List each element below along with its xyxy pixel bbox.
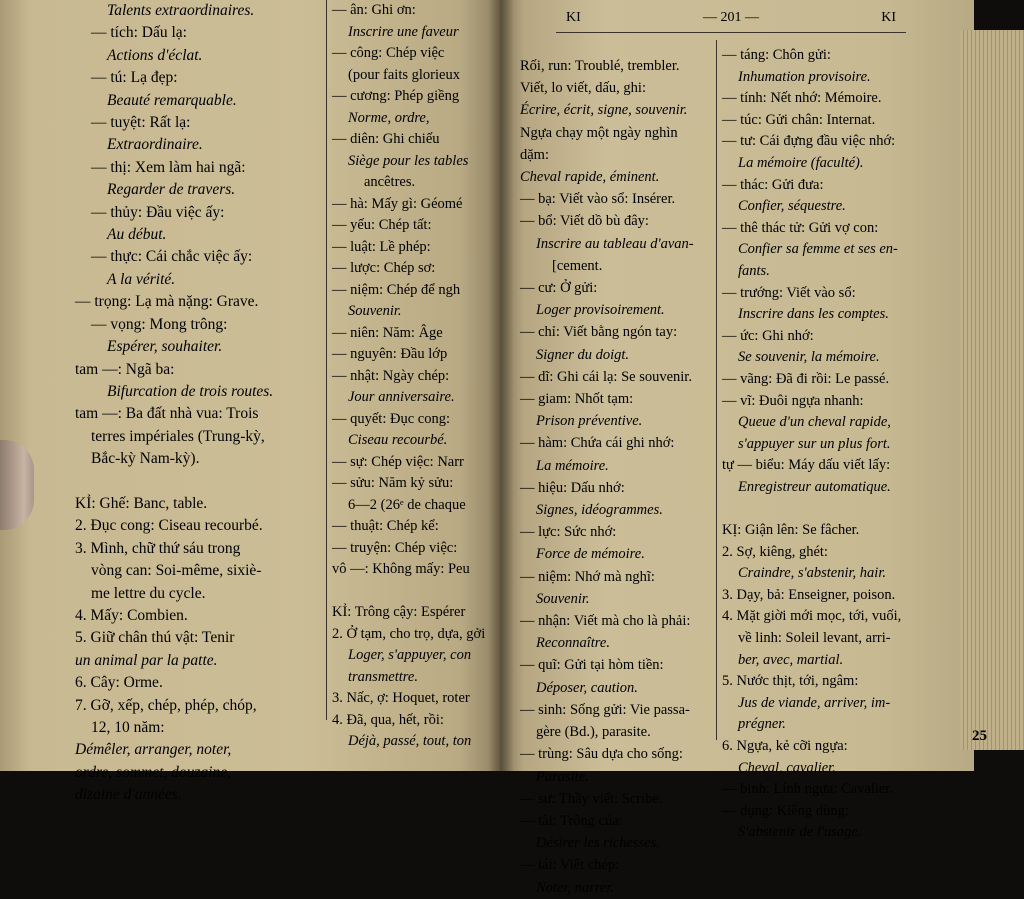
entry-line: 6. Ngựa, kẻ cỡi ngựa: [722,738,848,754]
entry-line: Craindre, s'abstenir, hair. [738,565,886,582]
column-d [722,45,962,844]
entry-line: dặm: [520,146,549,163]
entry-line: La mémoire. [536,457,609,474]
entry-line: transmettre. [348,668,418,685]
entry-line: Loger provisoirement. [536,302,665,319]
entry-line: — lược: Chép sơ: [332,260,436,276]
entry-line: 5. Nước thịt, tới, ngâm: [722,673,859,690]
header-rule [556,32,906,33]
entry-line: — sửu: Năm kỷ sửu: [332,475,454,491]
entry-line: KỈ: Ghế: Banc, table. [75,494,208,512]
entry-line: 3. Mình, chữ thứ sáu trong [75,539,241,557]
entry-line: — thác: Gửi đưa: [722,176,824,193]
entry-line: 6. Cây: Orme. [75,674,163,692]
entry-line: ber, avec, martial. [738,651,844,668]
entry-line: vòng can: Soi-même, sixiè- [91,562,262,580]
entry-line: — trọng: Lạ mà nặng: Grave. [75,293,259,311]
entry-line: Cheval, cavalier. [738,759,836,776]
entry-line: — dĩ: Ghi cái lạ: Se souvenir. [520,368,692,385]
entry-line: — nhật: Ngày chép: [332,367,450,384]
entry-line [332,581,507,603]
entry-line: — công: Chép việc [332,45,445,61]
entry-line [722,498,962,520]
entry-line: — túc: Gửi chân: Internat. [722,111,876,128]
entry-line: — thê thác tử: Gửi vợ con: [722,219,879,236]
thumb [0,440,34,530]
entry-line: — trùng: Sâu dựa cho sống: [520,746,683,763]
entry-line: Signer du doigt. [536,346,630,363]
entry-line: Signes, idéogrammes. [536,502,663,519]
entry-line: — tuyệt: Rất lạ: [91,114,191,132]
entry-line: Inscrire dans les comptes. [738,306,889,323]
entry-line: A la vérité. [107,270,176,288]
entry-line: Démêler, arranger, noter, [75,741,232,759]
entry-line: — diên: Ghi chiếu [332,131,440,147]
entry-line: Actions d'éclat. [107,46,203,64]
entry-line: — giam: Nhốt tạm: [520,391,634,408]
entry-line: Viết, lo viết, dấu, ghi: [520,80,646,97]
entry-line: — ân: Ghi ơn: [332,2,416,18]
entry-line: — bổ: Viết dồ bù đây: [520,213,649,230]
entry-line: — cương: Phép giềng [332,88,460,104]
entry-line [75,471,343,493]
entry-line: Souvenir. [536,590,590,607]
entry-line: Ciseau recourbé. [348,432,448,448]
entry-line: — sư: Thầy viết: Scribe. [520,790,663,807]
entry-line: Cheval rapide, éminent. [520,169,660,186]
entry-line: Confier sa femme et ses en- [738,241,898,258]
entry-line: Souvenir. [348,303,402,319]
entry-line: 7. Gỡ, xếp, chép, phép, chóp, [75,696,257,714]
entry-line: Écrire, écrit, signe, souvenir. [520,102,688,119]
entry-line: — quyết: Đục cong: [332,410,450,427]
entry-line: 2. Đục cong: Ciseau recourbé. [75,517,263,535]
column-b [332,0,507,753]
entry-line: Extraordinaire. [107,136,203,154]
entry-line: — chỉ: Viết bằng ngón tay: [520,324,678,341]
header-page-number: — 201 — [703,10,759,25]
entry-line: Force de mémoire. [536,546,645,563]
page-edges [960,30,1024,750]
entry-line: — tính: Nết nhớ: Mémoire. [722,90,882,107]
entry-line: Inscrire une faveur [348,23,459,40]
entry-line: — quĩ: Gửi tại hòm tiền: [520,657,664,674]
entry-line: Prison préventive. [536,413,643,430]
entry-line: Bifurcation de trois routes. [107,382,274,400]
entry-line: — vọng: Mong trông: [91,315,228,333]
entry-line: — hiệu: Dấu nhớ: [520,479,625,496]
entry-line: — cư: Ở gửi: [520,280,598,297]
entry-line: — vĩ: Đuôi ngựa nhanh: [722,392,864,409]
entry-line: (pour faits glorieux [348,66,460,83]
entry-line: gère (Bd.), parasite. [536,724,651,741]
entry-line: tam —: Ba đất nhà vua: Trois [75,405,259,423]
entry-line: Désirer les richesses. [536,835,660,852]
entry-line: Enregistreur automatique. [738,478,891,495]
entry-line: — niệm: Chép để ngh [332,281,461,298]
entry-line: — tái: Viết chép: [520,857,620,874]
entry-line: Ngựa chạy một ngày nghìn [520,124,678,141]
entry-line: KỈ: Trông cậy: Espérer [332,604,466,620]
entry-line: ordre, sommet, douzaine, [75,763,231,781]
entry-line: 3. Nấc, ợ: Hoquet, roter [332,690,470,706]
entry-line: — hà: Mấy gì: Géomé [332,195,463,212]
column-a [75,0,343,807]
entry-line: — sinh: Sống gửi: Vie passa- [520,701,690,718]
column-c [520,55,720,899]
entry-line: — thực: Cái chắc việc ấy: [91,248,253,266]
entry-line: Loger, s'appuyer, con [348,647,472,663]
entry-line: 2. Ở tạm, cho trọ, dựa, gởi [332,625,486,642]
entry-line: — vãng: Đã đi rồi: Le passé. [722,370,890,387]
entry-line: — ức: Ghi nhớ: [722,327,814,344]
header-left: KI [566,10,581,25]
entry-line: Se souvenir, la mémoire. [738,349,880,366]
entry-line: dizaine d'années. [75,786,182,804]
entry-line: 12, 10 năm: [91,719,165,736]
entry-line: Déjà, passé, tout, ton [348,733,472,749]
entry-line: — nhận: Viết mà cho là phải: [520,613,691,630]
entry-line: Bắc-kỳ Nam-kỳ). [91,450,200,468]
entry-line: — nguyên: Đầu lớp [332,346,448,362]
entry-line: — tú: Lạ đẹp: [91,69,178,87]
entry-line: S'abstenir de l'usage. [738,824,862,841]
entry-line: [cement. [552,257,603,274]
folio-number: 25 [972,728,987,744]
entry-line: — trướng: Viết vào sổ: [722,284,856,301]
entry-line: 4. Mấy: Combien. [75,606,188,624]
entry-line: Reconnaître. [536,635,610,652]
entry-line: KỊ: Giận lên: Se fâcher. [722,522,860,539]
entry-line: — lực: Sức nhớ: [520,524,617,541]
entry-line: 5. Giữ chân thú vật: Tenir [75,629,235,647]
entry-line: 6—2 (26ᵉ de chaque [348,496,466,513]
entry-line: Beauté remarquable. [107,91,237,109]
running-header [566,10,896,26]
entry-line: terres impériales (Trung-kỳ, [91,427,265,445]
entry-line: ancêtres. [364,174,416,190]
entry-line: 2. Sợ, kiêng, ghét: [722,543,828,560]
entry-line: Inscrire au tableau d'avan- [536,235,694,252]
entry-line: — táng: Chôn gửi: [722,47,831,63]
entry-line: — binh: Lính ngựa: Cavalier. [722,781,893,798]
entry-line: Jour anniversaire. [348,389,455,405]
entry-line: — luật: Lề phép: [332,238,431,255]
entry-line: Jus de viande, arriver, im- [738,694,891,711]
entry-line: — tích: Dấu lạ: [91,24,187,42]
entry-line: Noter, narrer. [536,879,615,896]
entry-line: Espérer, souhaiter. [107,338,223,356]
entry-line: Regarder de travers. [107,181,236,199]
entry-line: un animal par la patte. [75,651,218,669]
entry-line: tam —: Ngã ba: [75,360,175,378]
entry-line: — niệm: Nhớ mà nghĩ: [520,568,655,585]
entry-line: — yếu: Chép tất: [332,217,432,233]
entry-line: Talents extraordinaires. [107,2,255,19]
entry-line: Norme, ordre, [348,109,430,126]
entry-line: 4. Đã, qua, hết, rồi: [332,711,444,728]
entry-line: — sự: Chép việc: Narr [332,453,464,470]
entry-line: — thủy: Đầu việc ấy: [91,203,225,221]
header-right: KI [881,10,896,25]
entry-line: Queue d'un cheval rapide, [738,414,891,431]
entry-line: — dụng: Kiêng dùng: [722,802,849,819]
entry-line: — tài: Trông của: [520,812,623,829]
entry-line: s'appuyer sur un plus fort. [738,435,891,452]
entry-line: Rối, run: Troublé, trembler. [520,58,680,74]
entry-line: — bạ: Viết vào sổ: Insérer. [520,191,676,208]
entry-line: — tư: Cái đựng đầu việc nhớ: [722,133,896,150]
entry-line: Siège pour les tables [348,152,469,169]
entry-line: La mémoire (faculté). [738,154,864,171]
entry-line: fants. [738,262,770,279]
entry-line: Confier, séquestre. [738,198,846,215]
entry-line: về linh: Soleil levant, arri- [738,630,891,647]
entry-line: Parasite. [536,768,589,785]
entry-line: prégner. [738,716,786,733]
entry-line: — hàm: Chứa cái ghi nhớ: [520,435,675,452]
entry-line: Au début. [107,226,167,244]
entry-line: 4. Mặt giời mới mọc, tới, vuối, [722,608,902,625]
entry-line: — niên: Năm: Âge [332,324,443,341]
entry-line: Inhumation provisoire. [738,68,871,85]
entry-line: — truyện: Chép việc: [332,539,458,556]
entry-line: — thị: Xem làm hai ngã: [91,158,246,176]
entry-line: 3. Dạy, bả: Enseigner, poison. [722,586,896,603]
entry-line: Déposer, caution. [536,679,638,696]
entry-line: — thuật: Chép kể: [332,518,439,534]
entry-line: me lettre du cycle. [91,584,206,602]
entry-line: tự — biểu: Máy dấu viết lấy: [722,457,891,474]
entry-line: vô —: Không mấy: Peu [332,561,470,577]
